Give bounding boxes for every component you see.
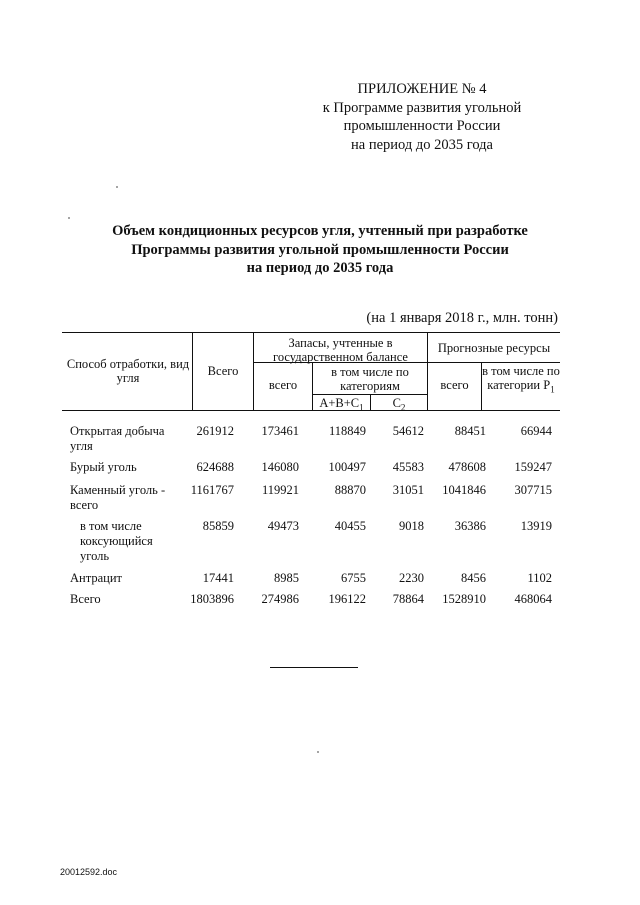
cell-cat-abc: 118849 — [328, 424, 366, 438]
appendix-line-2: к Программе развития угольной — [322, 99, 522, 116]
row-name: Каменный уголь - всего — [70, 483, 166, 512]
cell-reserves-total: 8985 — [274, 571, 299, 585]
scan-speck — [116, 186, 118, 188]
cell-total: 261912 — [196, 424, 234, 438]
cell-forecast-p1: 468064 — [514, 592, 552, 606]
header-by-category: в том числе по категориям — [331, 365, 409, 393]
appendix-block — [292, 80, 552, 154]
header-cat-abc-sub: 1 — [359, 402, 364, 413]
title-line-2: Программы развития угольной промышленности России — [131, 241, 509, 258]
document-file-id: 20012592.doc — [60, 867, 118, 877]
cell-cat-abc: 196122 — [328, 592, 366, 606]
cell-cat-c2: 54612 — [392, 424, 424, 438]
header-cat-abc-text: А+В+С — [319, 396, 360, 410]
cell-forecast-p1: 66944 — [520, 424, 552, 438]
header-reserves-group: Запасы, учтенные в государственном балансе — [273, 336, 408, 364]
cell-forecast-total: 1041846 — [442, 483, 486, 497]
header-forecast-group: Прогнозные ресурсы — [437, 341, 551, 355]
cell-cat-c2: 78864 — [392, 592, 424, 606]
cell-total: 17441 — [202, 571, 234, 585]
cell-total: 85859 — [202, 519, 234, 533]
row-name: Всего — [70, 592, 101, 606]
cell-cat-abc: 6755 — [341, 571, 366, 585]
cell-forecast-total: 478608 — [448, 460, 486, 474]
cell-forecast-total: 36386 — [454, 519, 486, 533]
table-header-bottom-border — [62, 410, 560, 411]
cell-reserves-total: 146080 — [261, 460, 299, 474]
header-cat-abc — [313, 396, 370, 415]
header-cat-c2-sub: 2 — [400, 402, 406, 413]
cell-forecast-p1: 1102 — [527, 571, 552, 585]
header-cat-c2-text: С — [392, 396, 401, 410]
cell-forecast-p1: 13919 — [520, 519, 552, 533]
units-note: (на 1 января 2018 г., млн. тонн) — [366, 310, 558, 326]
header-forecast-p1-sub: 1 — [550, 384, 555, 395]
cell-forecast-p1: 159247 — [514, 460, 552, 474]
header-forecast-total: всего — [440, 378, 469, 392]
cell-reserves-total: 173461 — [261, 424, 299, 438]
cell-total: 624688 — [196, 460, 234, 474]
cell-forecast-total: 88451 — [454, 424, 486, 438]
cell-reserves-total: 274986 — [261, 592, 299, 606]
title-line-3: на период до 2035 года — [246, 260, 394, 276]
title-line-1: Объем кондиционных ресурсов угля, учтенный при разработке — [112, 223, 528, 239]
document-title — [60, 222, 580, 278]
appendix-number: ПРИЛОЖЕНИЕ № 4 — [357, 81, 487, 97]
cell-total: 1161767 — [190, 483, 234, 497]
table-top-border — [62, 332, 560, 333]
cell-cat-c2: 9018 — [399, 519, 424, 533]
header-cat-c2 — [371, 396, 427, 415]
cell-forecast-total: 1528910 — [442, 592, 486, 606]
appendix-line-4: на период до 2035 года — [351, 136, 493, 153]
header-forecast-p1 — [482, 364, 560, 397]
header-method: Способ отработки, вид угля — [66, 357, 190, 385]
cell-forecast-total: 8456 — [461, 571, 486, 585]
header-total: Всего — [207, 364, 239, 378]
cell-cat-c2: 45583 — [392, 460, 424, 474]
cell-reserves-total: 49473 — [267, 519, 299, 533]
header-forecast-p1-text: в том числе по категории Р — [482, 364, 560, 392]
cell-cat-abc: 100497 — [328, 460, 366, 474]
scan-speck — [317, 751, 319, 753]
header-reserves-total: всего — [268, 378, 298, 392]
cell-cat-c2: 31051 — [392, 483, 424, 497]
cell-total: 1803896 — [190, 592, 234, 606]
cell-forecast-p1: 307715 — [514, 483, 552, 497]
appendix-line-3: промышленности России — [343, 118, 501, 134]
cell-cat-c2: 2230 — [399, 571, 424, 585]
row-name: в том числе коксующийся уголь — [80, 519, 153, 563]
row-name: Открытая добыча угля — [70, 424, 165, 453]
cell-cat-abc: 40455 — [334, 519, 366, 533]
row-name: Антрацит — [70, 571, 122, 585]
cell-cat-abc: 88870 — [334, 483, 366, 497]
cell-reserves-total: 119921 — [261, 483, 299, 497]
scan-speck — [68, 217, 70, 219]
end-separator-line — [270, 667, 358, 668]
row-name: Бурый уголь — [70, 460, 137, 474]
